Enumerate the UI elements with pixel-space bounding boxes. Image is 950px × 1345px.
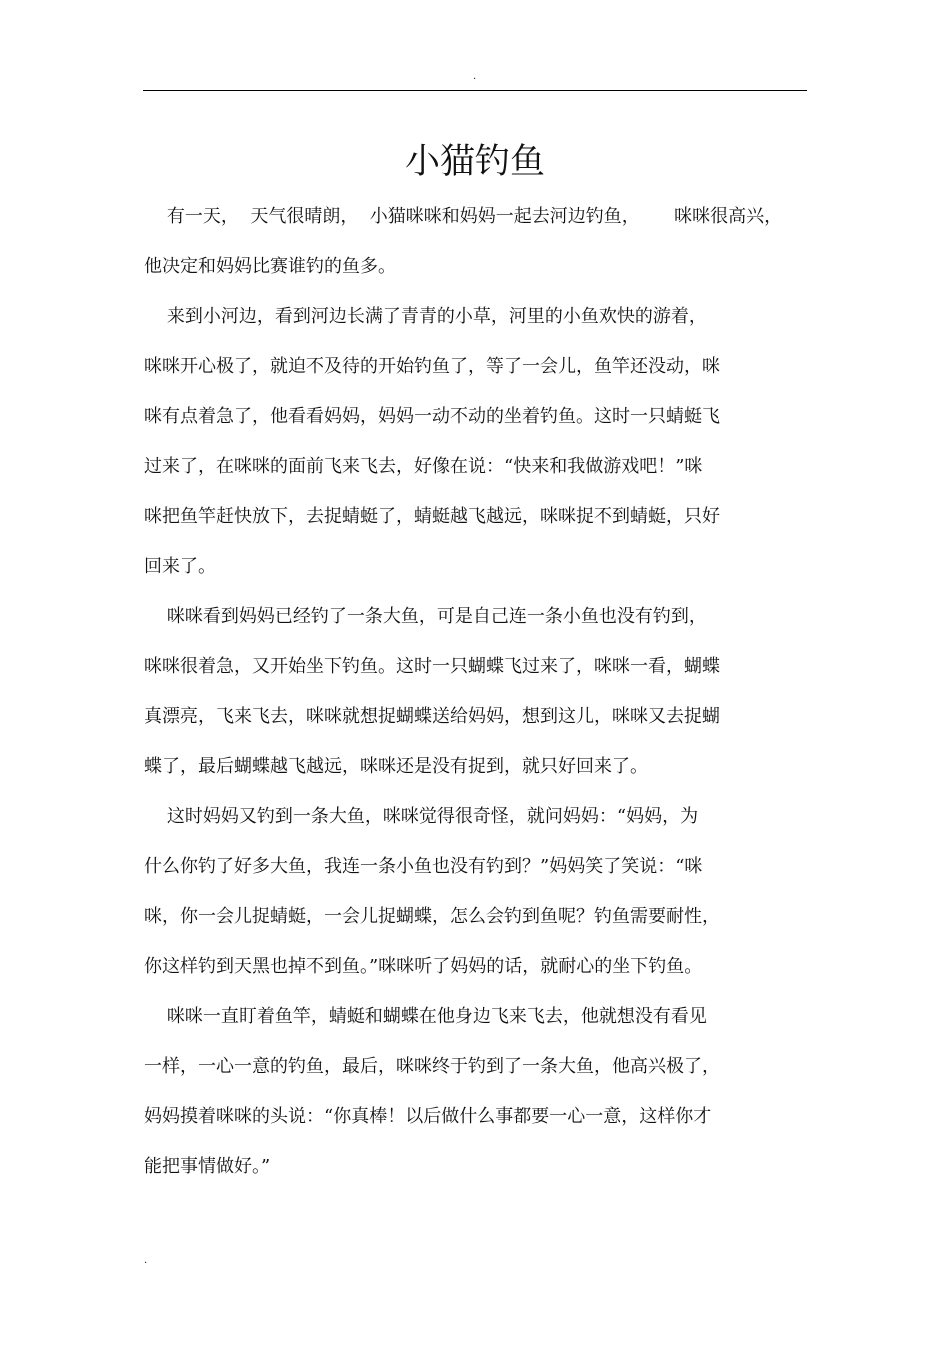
- text-line: 咪咪开心极了，就迫不及待的开始钓鱼了，等了一会儿，鱼竿还没动，咪: [144, 356, 720, 377]
- header-dot: .: [473, 71, 477, 82]
- text-line: 咪咪很着急，又开始坐下钓鱼。这时一只蝴蝶飞过来了，咪咪一看，蝴蝶: [144, 656, 720, 677]
- text-line: 能把事情做好。”: [144, 1156, 271, 1177]
- text-line: 回来了。: [144, 556, 216, 577]
- text-line: 你这样钓到天黑也掉不到鱼。”咪咪听了妈妈的话，就耐心的坐下钓鱼。: [144, 956, 703, 977]
- page-title: 小猫钓鱼: [404, 142, 545, 182]
- footer-dot: .: [144, 1255, 148, 1266]
- text-line: 什么你钓了好多大鱼，我连一条小鱼也没有钓到？”妈妈笑了笑说：“咪: [144, 856, 703, 877]
- text-line: 他决定和妈妈比赛谁钓的鱼多。: [144, 256, 396, 277]
- text-line: 咪咪看到妈妈已经钓了一条大鱼，可是自己连一条小鱼也没有钓到，: [144, 606, 707, 627]
- text-line: 来到小河边，看到河边长满了青青的小草，河里的小鱼欢快的游着，: [144, 306, 707, 327]
- header-rule: [143, 90, 807, 91]
- text-line: 咪，你一会儿捉蜻蜓，一会儿捉蝴蝶，怎么会钓到鱼呢？钓鱼需要耐性，: [144, 906, 720, 927]
- text-line: 这时妈妈又钓到一条大鱼，咪咪觉得很奇怪，就问妈妈：“妈妈，为: [144, 806, 699, 827]
- text-line: 过来了，在咪咪的面前飞来飞去，好像在说：“快来和我做游戏吧！”咪: [144, 456, 703, 477]
- text-line: 咪把鱼竿赶快放下，去捉蜻蜓了，蜻蜓越飞越远，咪咪捉不到蜻蜓，只好: [144, 506, 720, 527]
- text-line: 咪有点着急了，他看看妈妈，妈妈一动不动的坐着钓鱼。这时一只蜻蜓飞: [144, 406, 720, 427]
- text-line: 妈妈摸着咪咪的头说：“你真棒！以后做什么事都要一心一意，这样你才: [144, 1106, 712, 1127]
- text-line: 蝶了，最后蝴蝶越飞越远，咪咪还是没有捉到，就只好回来了。: [144, 756, 648, 777]
- text-line: 真漂亮，飞来飞去，咪咪就想捉蝴蝶送给妈妈，想到这儿，咪咪又去捉蝴: [144, 706, 720, 727]
- text-line: 一样，一心一意的钓鱼，最后，咪咪终于钓到了一条大鱼，他高兴极了，: [144, 1056, 720, 1077]
- text-line: 有一天， 天气很晴朗， 小猫咪咪和妈妈一起去河边钓鱼， 咪咪很高兴，: [144, 206, 783, 227]
- text-line: 咪咪一直盯着鱼竿，蜻蜓和蝴蝶在他身边飞来飞去，他就想没有看见: [144, 1006, 707, 1027]
